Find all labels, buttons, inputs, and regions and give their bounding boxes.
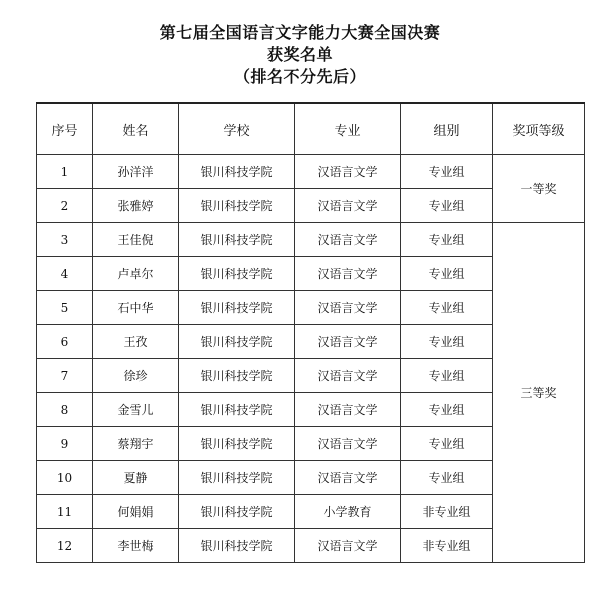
award-table bbox=[36, 102, 585, 563]
name-cell: 蔡翔宇 bbox=[93, 427, 179, 461]
major-cell: 汉语言文学 bbox=[295, 359, 401, 393]
header-major: 专业 bbox=[295, 103, 401, 155]
index-cell: 9 bbox=[37, 427, 93, 461]
index-cell: 3 bbox=[37, 223, 93, 257]
group-cell: 专业组 bbox=[401, 155, 493, 189]
document-subtitle: 获奖名单 bbox=[266, 45, 333, 64]
table-body bbox=[37, 155, 585, 563]
index-cell: 1 bbox=[37, 155, 93, 189]
school-cell: 银川科技学院 bbox=[179, 359, 295, 393]
header-index: 序号 bbox=[37, 103, 93, 155]
table-row bbox=[37, 155, 585, 189]
name-cell: 金雪儿 bbox=[93, 393, 179, 427]
major-cell: 汉语言文学 bbox=[295, 325, 401, 359]
table-row bbox=[37, 223, 585, 257]
document-title-block bbox=[0, 22, 600, 88]
major-cell: 汉语言文学 bbox=[295, 427, 401, 461]
name-cell: 王佳倪 bbox=[93, 223, 179, 257]
major-cell: 汉语言文学 bbox=[295, 461, 401, 495]
name-cell: 何娟娟 bbox=[93, 495, 179, 529]
school-cell: 银川科技学院 bbox=[179, 393, 295, 427]
group-cell: 非专业组 bbox=[401, 529, 493, 563]
school-cell: 银川科技学院 bbox=[179, 189, 295, 223]
major-cell: 小学教育 bbox=[295, 495, 401, 529]
school-cell: 银川科技学院 bbox=[179, 257, 295, 291]
header-name: 姓名 bbox=[93, 103, 179, 155]
major-cell: 汉语言文学 bbox=[295, 529, 401, 563]
group-cell: 专业组 bbox=[401, 257, 493, 291]
school-cell: 银川科技学院 bbox=[179, 223, 295, 257]
group-cell: 专业组 bbox=[401, 325, 493, 359]
award-level-cell: 一等奖 bbox=[493, 155, 585, 223]
name-cell: 卢卓尔 bbox=[93, 257, 179, 291]
school-cell: 银川科技学院 bbox=[179, 529, 295, 563]
table-header-row bbox=[37, 103, 585, 155]
major-cell: 汉语言文学 bbox=[295, 393, 401, 427]
index-cell: 10 bbox=[37, 461, 93, 495]
school-cell: 银川科技学院 bbox=[179, 427, 295, 461]
group-cell: 专业组 bbox=[401, 223, 493, 257]
index-cell: 4 bbox=[37, 257, 93, 291]
group-cell: 专业组 bbox=[401, 393, 493, 427]
group-cell: 专业组 bbox=[401, 359, 493, 393]
index-cell: 12 bbox=[37, 529, 93, 563]
index-cell: 8 bbox=[37, 393, 93, 427]
name-cell: 夏静 bbox=[93, 461, 179, 495]
major-cell: 汉语言文学 bbox=[295, 257, 401, 291]
index-cell: 6 bbox=[37, 325, 93, 359]
group-cell: 非专业组 bbox=[401, 495, 493, 529]
index-cell: 7 bbox=[37, 359, 93, 393]
document-title: 第七届全国语言文字能力大赛全国决赛 bbox=[159, 23, 441, 42]
name-cell: 王孜 bbox=[93, 325, 179, 359]
school-cell: 银川科技学院 bbox=[179, 495, 295, 529]
header-school: 学校 bbox=[179, 103, 295, 155]
group-cell: 专业组 bbox=[401, 291, 493, 325]
index-cell: 11 bbox=[37, 495, 93, 529]
header-group: 组别 bbox=[401, 103, 493, 155]
header-award: 奖项等级 bbox=[493, 103, 585, 155]
award-level-cell: 三等奖 bbox=[493, 223, 585, 563]
name-cell: 徐珍 bbox=[93, 359, 179, 393]
name-cell: 石中华 bbox=[93, 291, 179, 325]
major-cell: 汉语言文学 bbox=[295, 223, 401, 257]
major-cell: 汉语言文学 bbox=[295, 155, 401, 189]
name-cell: 张雅婷 bbox=[93, 189, 179, 223]
school-cell: 银川科技学院 bbox=[179, 461, 295, 495]
name-cell: 孙洋洋 bbox=[93, 155, 179, 189]
school-cell: 银川科技学院 bbox=[179, 155, 295, 189]
group-cell: 专业组 bbox=[401, 461, 493, 495]
major-cell: 汉语言文学 bbox=[295, 189, 401, 223]
group-cell: 专业组 bbox=[401, 427, 493, 461]
group-cell: 专业组 bbox=[401, 189, 493, 223]
major-cell: 汉语言文学 bbox=[295, 291, 401, 325]
school-cell: 银川科技学院 bbox=[179, 325, 295, 359]
name-cell: 李世梅 bbox=[93, 529, 179, 563]
index-cell: 2 bbox=[37, 189, 93, 223]
index-cell: 5 bbox=[37, 291, 93, 325]
ranking-note: （排名不分先后） bbox=[233, 67, 366, 86]
school-cell: 银川科技学院 bbox=[179, 291, 295, 325]
